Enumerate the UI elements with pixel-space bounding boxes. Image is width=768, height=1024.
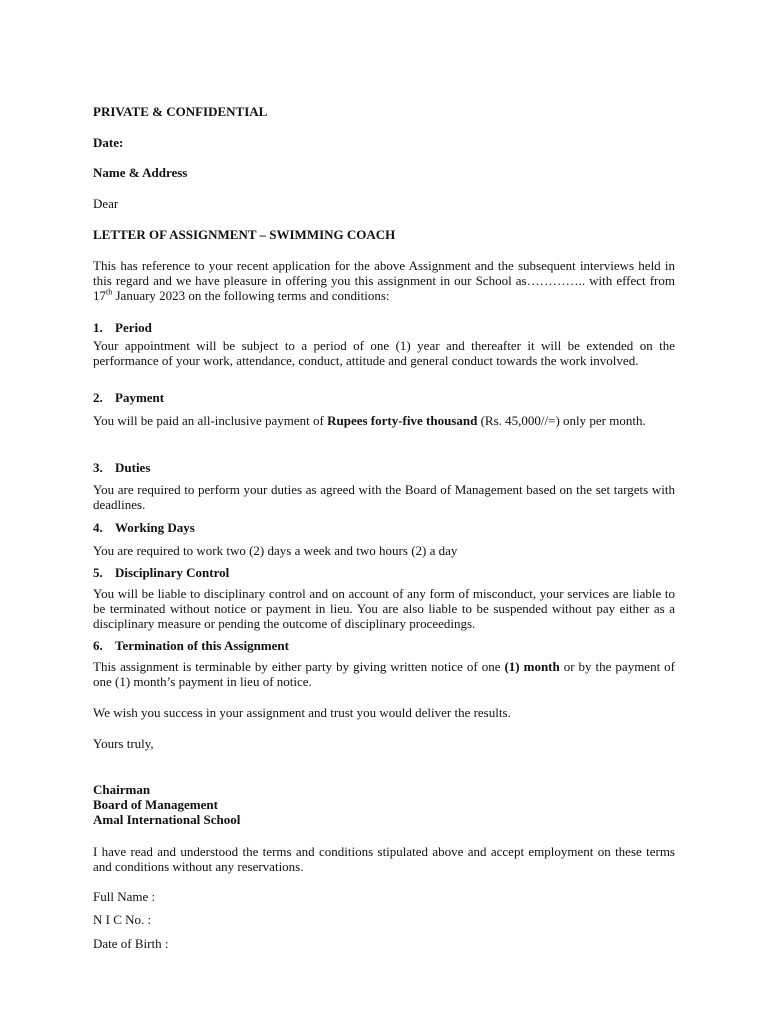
section-body-duties: You are required to perform your duties as agreed with the Board of Management based on the set targets with deadlines.	[93, 482, 675, 512]
letter-subject: LETTER OF ASSIGNMENT – SWIMMING COACH	[93, 227, 396, 242]
section-heading-working-days: 4. Working Days	[93, 520, 195, 535]
ordinal-suffix: th	[106, 287, 113, 297]
closing-wish: We wish you success in your assignment and trust you would deliver the results.	[93, 705, 511, 720]
signatory-title: Chairman	[93, 782, 151, 797]
section-body-termination: This assignment is terminable by either party by giving written notice of one (1) month or by the payment of one (1) month’s payment in lieu of notice.	[93, 659, 676, 689]
salutation: Dear	[93, 196, 119, 211]
section-heading-disciplinary: 5. Disciplinary Control	[93, 565, 230, 580]
section-heading-payment: 2. Payment	[93, 390, 165, 405]
section-body-disciplinary: You will be liable to disciplinary control and on account of any form of misconduct, your services are liable to be terminated without notice or payment in lieu. You are also liable to be suspended without pay either as a disciplinary measure or pending the outcome of disciplinary proceedings.	[93, 586, 675, 631]
section-body-working-days: You are required to work two (2) days a week and two hours (2) a day	[93, 543, 458, 558]
section-heading-period: 1. Period	[93, 320, 152, 335]
acceptance-statement: I have read and understood the terms and conditions stipulated above and accept employment on these terms and conditions without any reservations.	[93, 844, 675, 874]
notice-period: (1) month	[504, 659, 560, 674]
confidential-heading: PRIVATE & CONFIDENTIAL	[93, 104, 268, 119]
intro-paragraph: This has reference to your recent application for the above Assignment and the subsequent interviews held in this regard and we have pleasure in offering you this assignment in our School as………….. with effect from 17th January 2023 on the following terms and conditions:	[93, 258, 675, 303]
payment-amount: Rupees forty-five thousand	[327, 413, 478, 428]
section-heading-duties: 3. Duties	[93, 460, 151, 475]
date-label: Date:	[93, 135, 124, 150]
nic-label: N I C No. :	[93, 912, 152, 927]
sign-off: Yours truly,	[93, 736, 154, 751]
section-body-period: Your appointment will be subject to a period of one (1) year and thereafter it will be extended on the performance of your work, attendance, conduct, attitude and general conduct towards the work involved.	[93, 338, 675, 368]
full-name-label: Full Name :	[93, 889, 156, 904]
name-address-label: Name & Address	[93, 165, 188, 180]
dob-label: Date of Birth :	[93, 936, 169, 951]
section-body-payment: You will be paid an all-inclusive payment of Rupees forty-five thousand (Rs. 45,000//=) only per month.	[93, 413, 646, 428]
section-heading-termination: 6. Termination of this Assignment	[93, 638, 289, 653]
signatory-board: Board of Management	[93, 797, 218, 812]
signatory-school: Amal International School	[93, 812, 241, 827]
